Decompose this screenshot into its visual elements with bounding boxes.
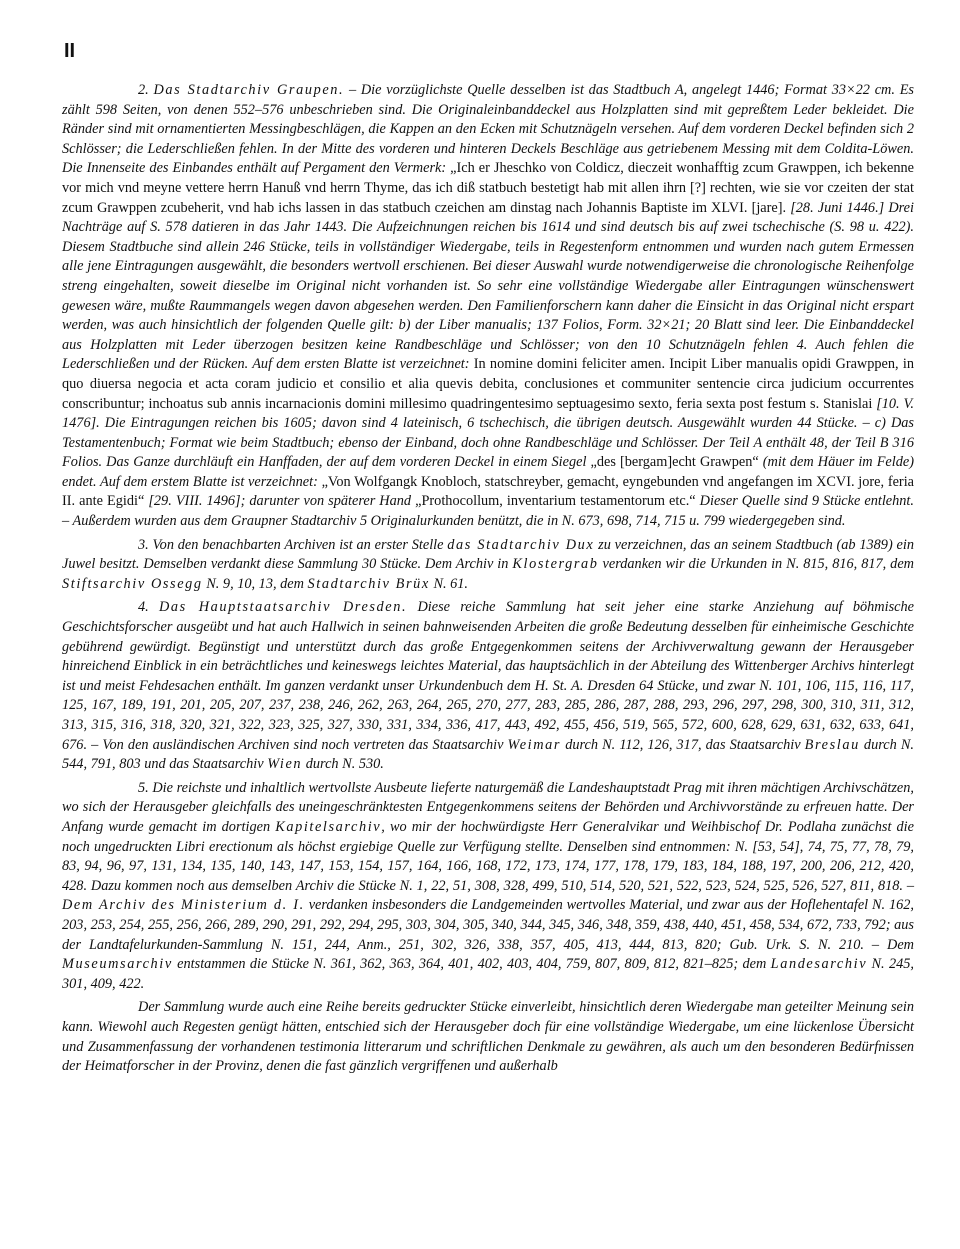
paragraph-p2 bbox=[62, 81, 914, 532]
text-segment: N. 61. bbox=[429, 575, 469, 592]
text-segment: zu verzeichnen, das an seinem Stadtbuch (ab 1389) ein Juwel besitzt. Demselben verdankt diese Sammlung 30 Stücke. Dem Archiv in bbox=[62, 536, 914, 573]
text-segment: (mit dem Häuer im Felde) endet. Auf dem erstem Blatte ist verzeichnet: bbox=[62, 454, 914, 490]
quoted-source-text: „Von Wolfgangk Knobloch, statschreyber, gemacht, eyngebunden vnd angefangen im XCVI. jore, feria II. ante Egidi“ bbox=[62, 473, 915, 510]
archive-name: Das Stadtarchiv Graupen. bbox=[153, 82, 345, 98]
paragraph-p4 bbox=[62, 598, 914, 774]
quoted-source-text: „Ich er Jheschko von Coldicz, dieczeit wonhafftig zcum Grawppen, ich bekenne vor mich vnd meyne vettere herrn Hanuß vnd herrn Thyme, das ich diß statbuch bestetigt hab mit allen ihrn [?] rechten, wie sie vor czeiten der stat zcum Grawppen zcubeherit, vnd hab ichs lassen in das statbuch czeichen am dinstag nach Johannis Baptiste im XLVI. [jare]. bbox=[62, 160, 914, 216]
text-segment: verdanken insbesonders die Landgemeinden wertvolles Material, und zwar aus der Hoflehentafel N. 162, 203, 253, 254, 255, 256, 266, 289, 290, 291, 292, 294, 295, 303, 304, 305, 340, 344, 345, 346, 348, 359, 438, 440, 451, 458, 534, 672, 733, 792; aus der Landtafelurkunden-Sammlung N. 151, 244, Anm., 251, 302, 326, 338, 357, 405, 413, 444, 813, 820; Gub. Urk. S. N. 210. – Dem bbox=[62, 897, 914, 953]
archive-name: das Stadtarchiv Dux bbox=[447, 536, 595, 553]
text-segment: durch N. 530. bbox=[302, 756, 384, 773]
archive-name: Stiftsarchiv Ossegg bbox=[62, 575, 203, 592]
archive-name: Museumsarchiv bbox=[62, 956, 173, 973]
text-segment: 5. Die reichste und inhaltlich wertvollste Ausbeute lieferte naturgemäß die Landeshauptstadt Prag mit ihren mächtigen Archivschätzen, wo sich der Herausgeber gleichfalls des uneingeschränktesten Entgegenkommens seitens der Behörden und Archivvorstände zu erfreuen hatte. Der Anfang wurde gemacht im dortigen bbox=[62, 779, 914, 835]
paragraph-p6 bbox=[62, 998, 914, 1076]
archive-name: Dem Archiv des Ministerium d. I. bbox=[62, 897, 305, 914]
text-segment: [29. VIII. 1496]; darunter von späterer Hand bbox=[144, 493, 416, 510]
text-segment: N. 245, 301, 409, 422. bbox=[62, 956, 914, 992]
page-number: II bbox=[64, 40, 76, 62]
text-segment: durch N. 112, 126, 317, das Staatsarchiv bbox=[561, 736, 805, 753]
quoted-source-text: In nomine domini feliciter amen. Incipit Liber manualis opidi Grawppen, in quo diuersa negocia et acta coram judicio et consilio et alia quevis debita, conclusiones et communiter sentencie circa judicium occurrentes conscribuntur; inchoatus sub annis incarnacionis domini millesimo quadringentesimo septuagesimo sexto, feria sexta post festum s. Stanislai bbox=[62, 356, 914, 412]
archive-name: Wien bbox=[267, 756, 303, 773]
archive-name: Weimar bbox=[507, 736, 562, 753]
text-segment: entstammen die Stücke N. 361, 362, 363, 364, 401, 402, 403, 404, 759, 807, 809, 812, 821–825; dem bbox=[172, 956, 771, 973]
archive-name: Das Hauptstaatsarchiv Dresden. bbox=[159, 599, 408, 616]
quoted-source-text: „des [bergam]echt Grawpen“ bbox=[590, 454, 759, 471]
document-page bbox=[62, 40, 914, 1079]
text-segment: 2. bbox=[138, 82, 154, 98]
text-segment: – Die vorzüglichste Quelle desselben ist das Stadtbuch A, angelegt 1446; Format 33×22 cm. Es zählt 598 Seiten, von denen 552–576 unbeschrieben sind. Die Originaleinbanddeckel aus Holzplatten sind mit gepreßtem Leder bekleidet. Die Ränder sind mit ornamentierten Messingbeschlägen, die Kappen an den Ecken mit Schutznägeln versehen. Auf dem vorderen Deckel befinden sich 2 Schlösser; die Lederschließen fehlen. In der Mitte des vorderen und hinteren Deckels Beschläge aus getriebenem Messing mit dem Coldita-Löwen. Die Innenseite des Einbandes enthält auf Pergament den Vermerk: bbox=[62, 82, 914, 177]
archive-name: Landesarchiv bbox=[770, 956, 868, 973]
text-segment: durch N. 544, 791, 803 und das Staatsarchiv bbox=[62, 736, 914, 773]
archive-name: Klostergrab bbox=[512, 556, 599, 573]
text-segment: Dieser Quelle sind 9 Stücke entlehnt. – Außerdem wurden aus dem Graupner Stadtarchiv 5 Originalurkunden benützt, die in N. 673, 698, 714, 715 u. 799 wiedergegeben sind. bbox=[62, 493, 914, 530]
archive-name: Kapitelsarchiv bbox=[275, 818, 382, 835]
quoted-source-text: „Prothocollum, inventarium testamentorum etc.“ bbox=[415, 493, 696, 510]
text-segment: [10. V. 1476]. Die Eintragungen reichen bis 1605; davon sind 4 lateinisch, 6 tschechisch, die übrigen deutsch. Ausgewählt wurden 44 Stücke. – c) Das Testamentenbuch; Format wie beim Stadtbuch; ebenso der Einband, doch ohne Randbeschläge und Schlösser. Der Teil A enthält 48, der Teil B 316 Folios. Das Ganze durchläuft ein Hanffaden, der auf dem vorderen Deckel in einem Siegel bbox=[62, 395, 914, 471]
body-text bbox=[62, 81, 914, 1077]
text-segment: , wo mir der hochwürdigste Herr Generalvikar und Weihbischof Dr. Podlaha zunächst die noch ungedruckten Libri erectionum als höchst ergiebige Quelle zur Verfügung stellte. Denselben sind entnommen: N. [53, 54], 74, 75, 77, 78, 79, 83, 94, 96, 97, 131, 134, 135, 140, 143, 147, 153, 154, 157, 164, 166, 168, 172, 173, 174, 177, 178, 179, 183, 184, 188, 197, 200, 206, 212, 420, 428. Dazu kommen noch aus demselben Archiv die Stücke N. 1, 22, 51, 308, 328, 499, 510, 514, 520, 521, 522, 523, 524, 525, 526, 527, 811, 818. – bbox=[62, 818, 914, 894]
text-segment: verdanken wir die Urkunden in N. 815, 816, 817, dem bbox=[598, 556, 914, 573]
text-segment: 4. bbox=[138, 599, 159, 616]
text-segment: 3. Von den benachbarten Archiven ist an erster Stelle bbox=[138, 536, 448, 553]
archive-name: Stadtarchiv Brüx bbox=[307, 575, 430, 592]
text-segment: Diese reiche Sammlung hat seit jeher eine starke Anziehung auf böhmische Geschichtsforscher ausgeübt und hat auch Hallwich in seinen bahnweisenden Arbeiten die große Bedeutung desselben für einheimische Geschichte gebührend gewürdigt. Begünstigt und unterstützt durch das große Entgegenkommen seitens der Archivverwaltung gewann der Herausgeber hinreichend Einblick in ein beträchtliches und keineswegs leichtes Material, das hauptsächlich in der Abteilung des Wittenberger Archivs hinterlegt ist und meist Fehdesachen enthält. Im ganzen verdankt unser Urkundenbuch dem H. St. A. Dresden 64 Stücke, und zwar N. 101, 106, 115, 116, 117, 125, 167, 189, 191, 201, 205, 207, 237, 238, 246, 262, 263, 264, 265, 270, 277, 283, 285, 286, 287, 288, 293, 296, 297, 298, 300, 310, 311, 312, 313, 315, 316, 318, 320, 321, 322, 323, 325, 327, 330, 331, 334, 336, 417, 443, 492, 455, 456, 519, 565, 572, 600, 628, 629, 631, 632, 633, 641, 676. – Von den ausländischen Archiven sind noch vertreten das Staatsarchiv bbox=[62, 599, 915, 753]
paragraph-p5 bbox=[62, 779, 914, 995]
text-segment: N. 9, 10, 13, dem bbox=[202, 575, 308, 592]
paragraph-p3 bbox=[62, 536, 914, 595]
archive-name: Breslau bbox=[804, 736, 860, 753]
text-segment: [28. Juni 1446.] Drei Nachträge auf S. 578 datieren in das Jahr 1443. Die Aufzeichnungen reichen bis 1614 und sind deutsch bis auf zwei tschechische (S. 98 u. 422). Diesem Stadtbuche sind allein 246 Stücke, teils in vollständiger Wiedergabe, teils in Regestenform entnommen und wurden nach gutem Ermessen alle jene Eintragungen ausgewählt, die besonders wertvoll erschienen. Bei dieser Auswahl wurde notwendigerweise die chronologische Reihenfolge streng eingehalten, soweit dieselbe im Original nicht vorhanden ist. So sehr eine vollständige Wiedergabe aller Eintragungen wünschenswert gewesen wäre, mußte Raummangels wegen davon abgesehen werden. Den Familienforschern kann daher die Einsicht in das Original nicht erspart werden, was auch hinsichtlich der folgenden Quelle gilt: b) der Liber manualis; 137 Folios, Form. 32×21; 20 Blatt sind leer. Die Einbanddeckel aus Holzplatten mit Leder überzogen besitzen keine Randbeschläge und Schlösser; von den 10 Schutznägeln fehlen 4. Auch fehlen die Lederschließen und der Rücken. Auf dem ersten Blatte ist verzeichnet: bbox=[62, 199, 914, 373]
text-segment: Der Sammlung wurde auch eine Reihe bereits gedruckter Stücke einverleibt, hinsichtlich deren Wiedergabe man geteilter Meinung sein kann. Wiewohl auch Regesten genügt hätten, entschied sich der Herausgeber doch für eine vollständige Wiedergabe, um eine lückenlose Übersicht und Zusammenfassung der vorhandenen testimonia litterarum und schriftlichen Denkmale zu gewähren, als auch um den besonderen Bedürfnissen der Heimatforscher in der Provinz, denen die fast gänzlich vergriffenen und außerhalb bbox=[62, 999, 914, 1075]
